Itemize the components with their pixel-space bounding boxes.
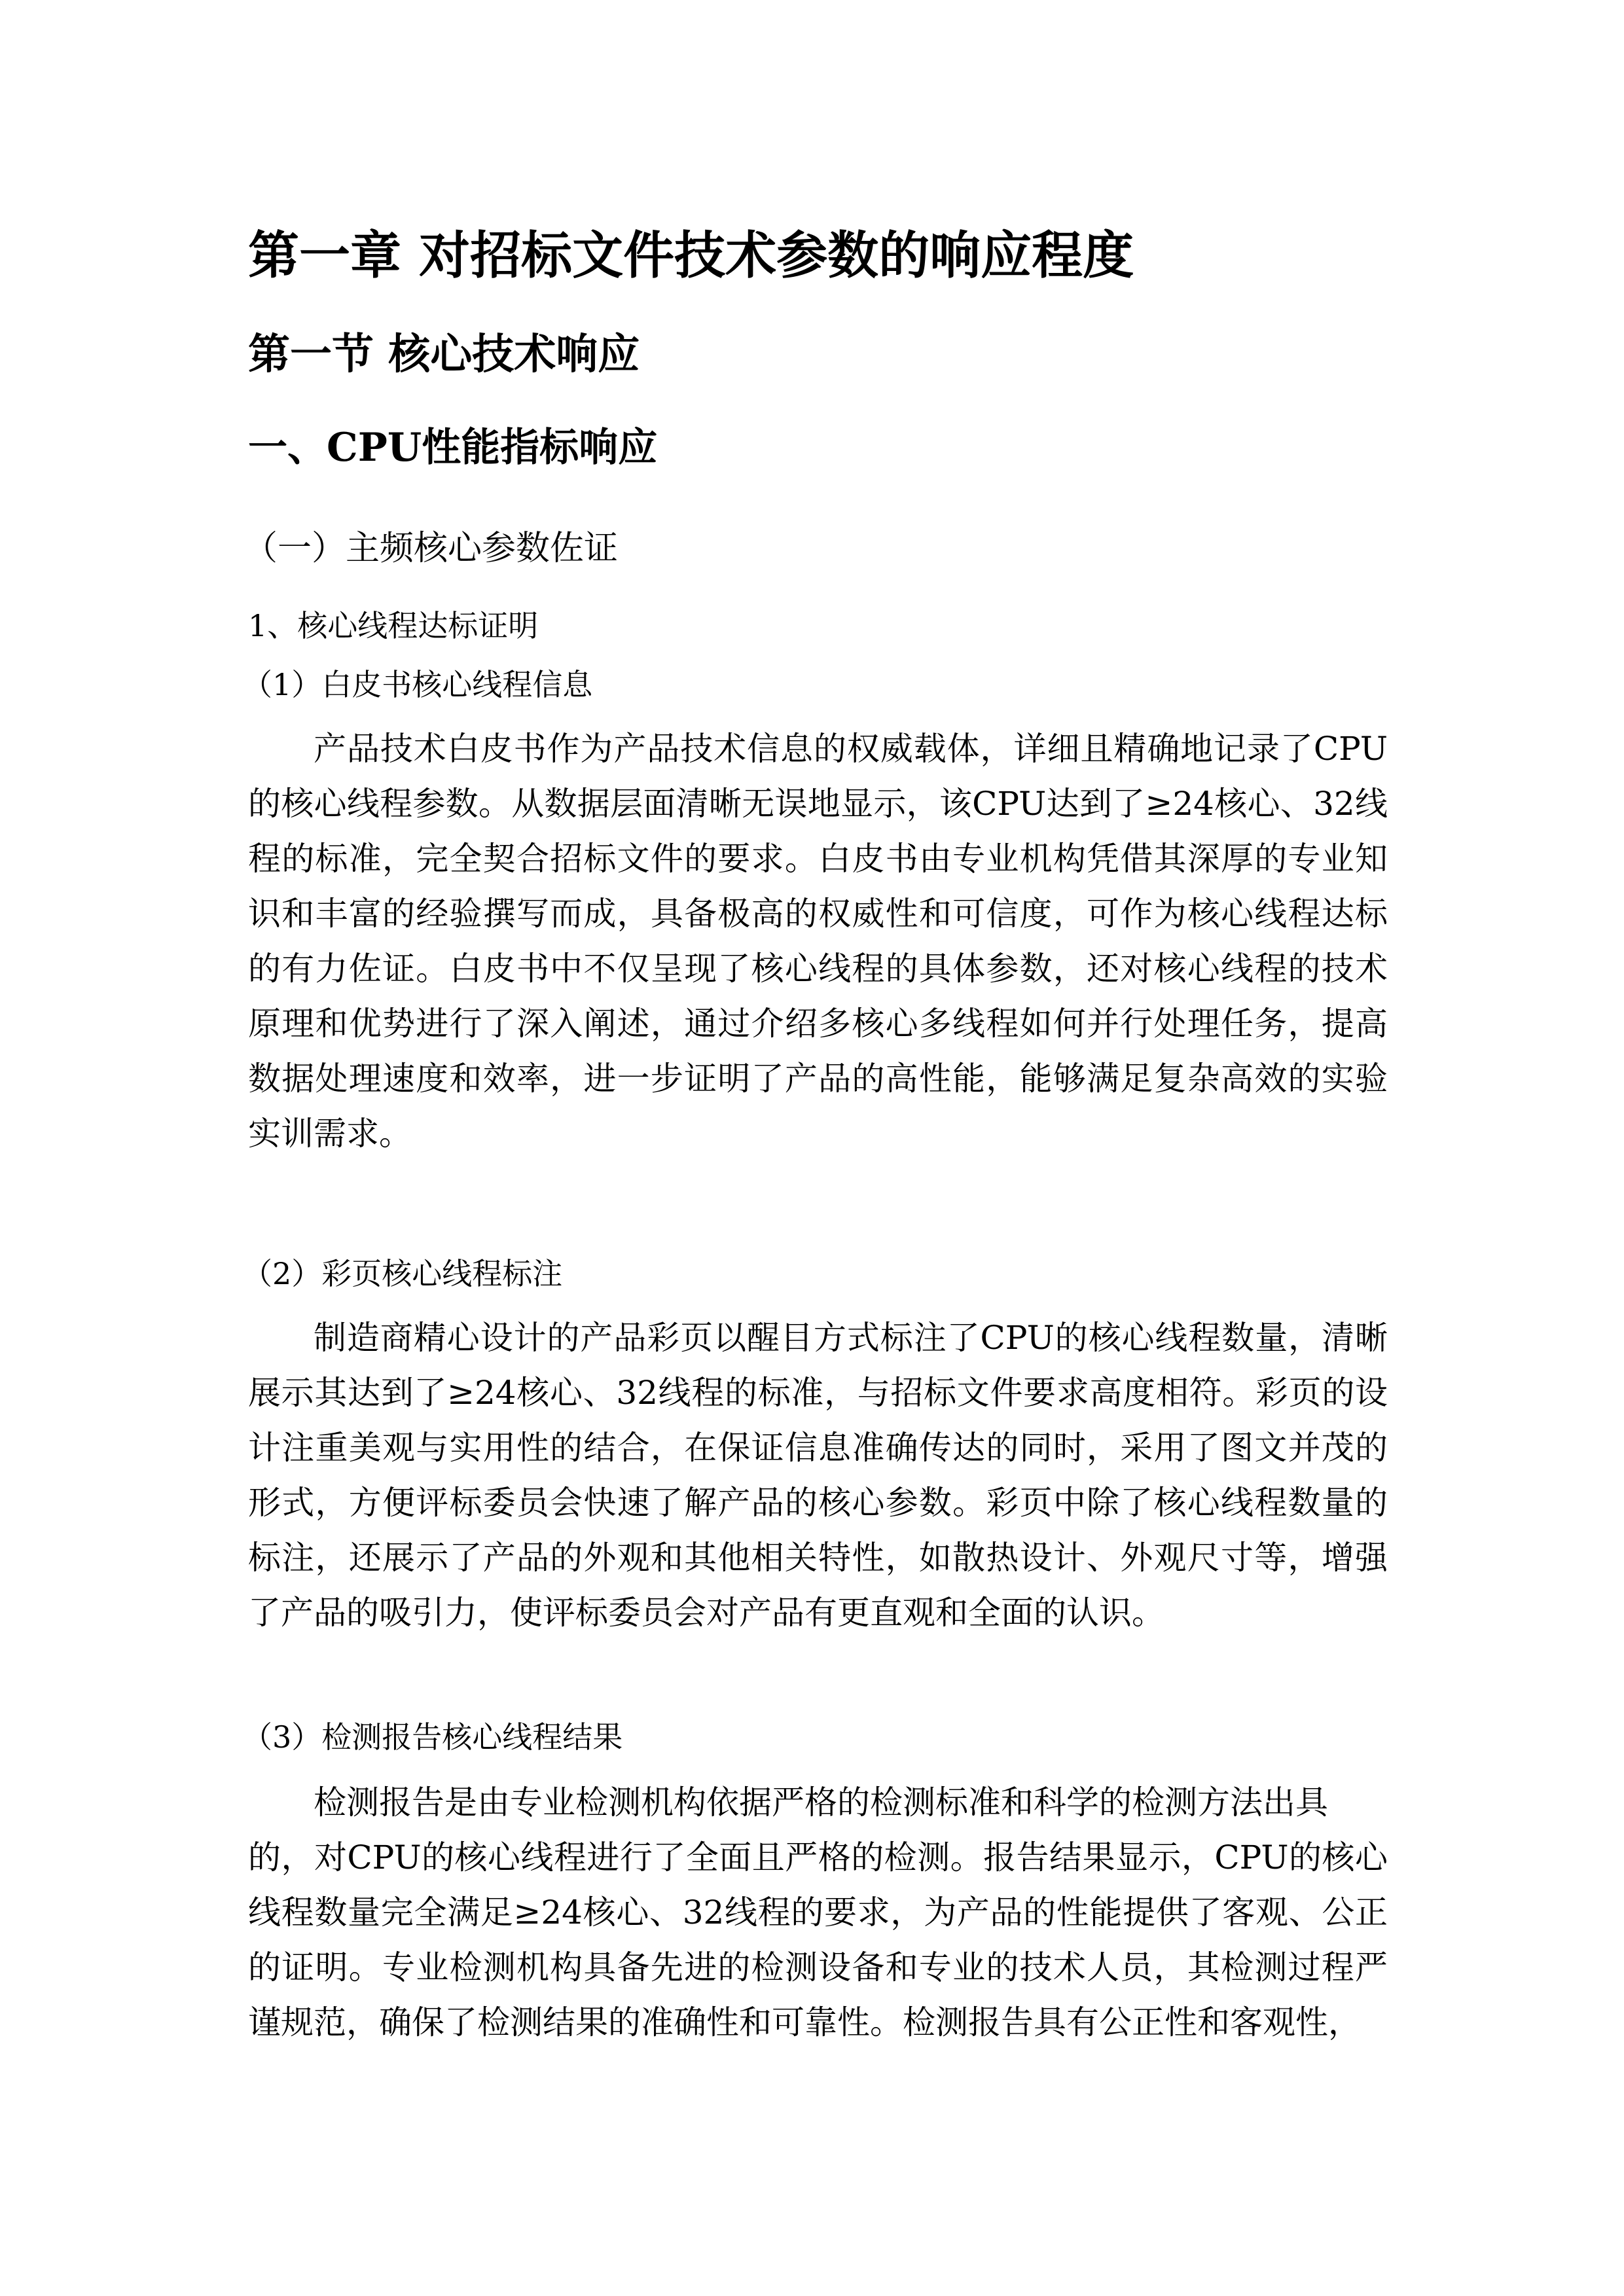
text-line: 形式，方便评标委员会快速了解产品的核心参数。彩页中除了核心线程数量的 bbox=[248, 1484, 1388, 1522]
text-line: 谨规范，确保了检测结果的准确性和可靠性。检测报告具有公正性和客观性， bbox=[248, 2003, 1361, 2041]
text-line: 识和丰富的经验撰写而成，具备极高的权威性和可信度，可作为核心线程达标 bbox=[248, 895, 1388, 933]
text-line: 检测报告是由专业检测机构依据严格的检测标准和科学的检测方法出具 bbox=[314, 1784, 1328, 1821]
text-line: 了产品的吸引力，使评标委员会对产品有更直观和全面的认识。 bbox=[248, 1594, 1164, 1632]
text-line: 计注重美观与实用性的结合，在保证信息准确传达的同时，采用了图文并茂的 bbox=[248, 1429, 1388, 1467]
paragraph-test-report bbox=[248, 1775, 1388, 2050]
text-line: 数据处理速度和效率，进一步证明了产品的高性能，能够满足复杂高效的实验 bbox=[248, 1060, 1388, 1098]
text-line: 产品技术白皮书作为产品技术信息的权威载体，详细且精确地记录了CPU bbox=[314, 730, 1388, 768]
text-line: 标注，还展示了产品的外观和其他相关特性，如散热设计、外观尺寸等，增强 bbox=[248, 1539, 1388, 1577]
text-line: 实训需求。 bbox=[248, 1115, 412, 1153]
text-line: 线程数量完全满足≥24核心、32线程的要求，为产品的性能提供了客观、公正 bbox=[248, 1893, 1388, 1931]
text-line: 的核心线程参数。从数据层面清晰无误地显示，该CPU达到了≥24核心、32线 bbox=[248, 785, 1388, 823]
block-heading-brochure: （2）彩页核心线程标注 bbox=[242, 1256, 563, 1291]
section-title: 第一节 核心技术响应 bbox=[248, 330, 640, 379]
subsubsection-title: （一）主频核心参数佐证 bbox=[244, 529, 619, 568]
paragraph-whitepaper bbox=[248, 721, 1388, 1161]
subsection-title: 一、CPU性能指标响应 bbox=[248, 425, 658, 471]
text-line: 程的标准，完全契合招标文件的要求。白皮书由专业机构凭借其深厚的专业知 bbox=[248, 840, 1388, 878]
block-heading-whitepaper: （1）白皮书核心线程信息 bbox=[242, 667, 593, 702]
paragraph-brochure bbox=[248, 1310, 1388, 1640]
text-line: 的，对CPU的核心线程进行了全面且严格的检测。报告结果显示，CPU的核心 bbox=[248, 1839, 1388, 1876]
chapter-title: 第一章 对招标文件技术参数的响应程度 bbox=[248, 226, 1134, 285]
text-line: 制造商精心设计的产品彩页以醒目方式标注了CPU的核心线程数量，清晰 bbox=[314, 1319, 1388, 1357]
block-heading-test-report: （3）检测报告核心线程结果 bbox=[242, 1719, 623, 1755]
text-line: 展示其达到了≥24核心、32线程的标准，与招标文件要求高度相符。彩页的设 bbox=[248, 1374, 1388, 1412]
text-line: 原理和优势进行了深入阐述，通过介绍多核心多线程如何并行处理任务，提高 bbox=[248, 1005, 1388, 1043]
item-title: 1、核心线程达标证明 bbox=[248, 608, 539, 643]
text-line: 的证明。专业检测机构具备先进的检测设备和专业的技术人员，其检测过程严 bbox=[248, 1948, 1388, 1986]
text-line: 的有力佐证。白皮书中不仅呈现了核心线程的具体参数，还对核心线程的技术 bbox=[248, 950, 1388, 988]
